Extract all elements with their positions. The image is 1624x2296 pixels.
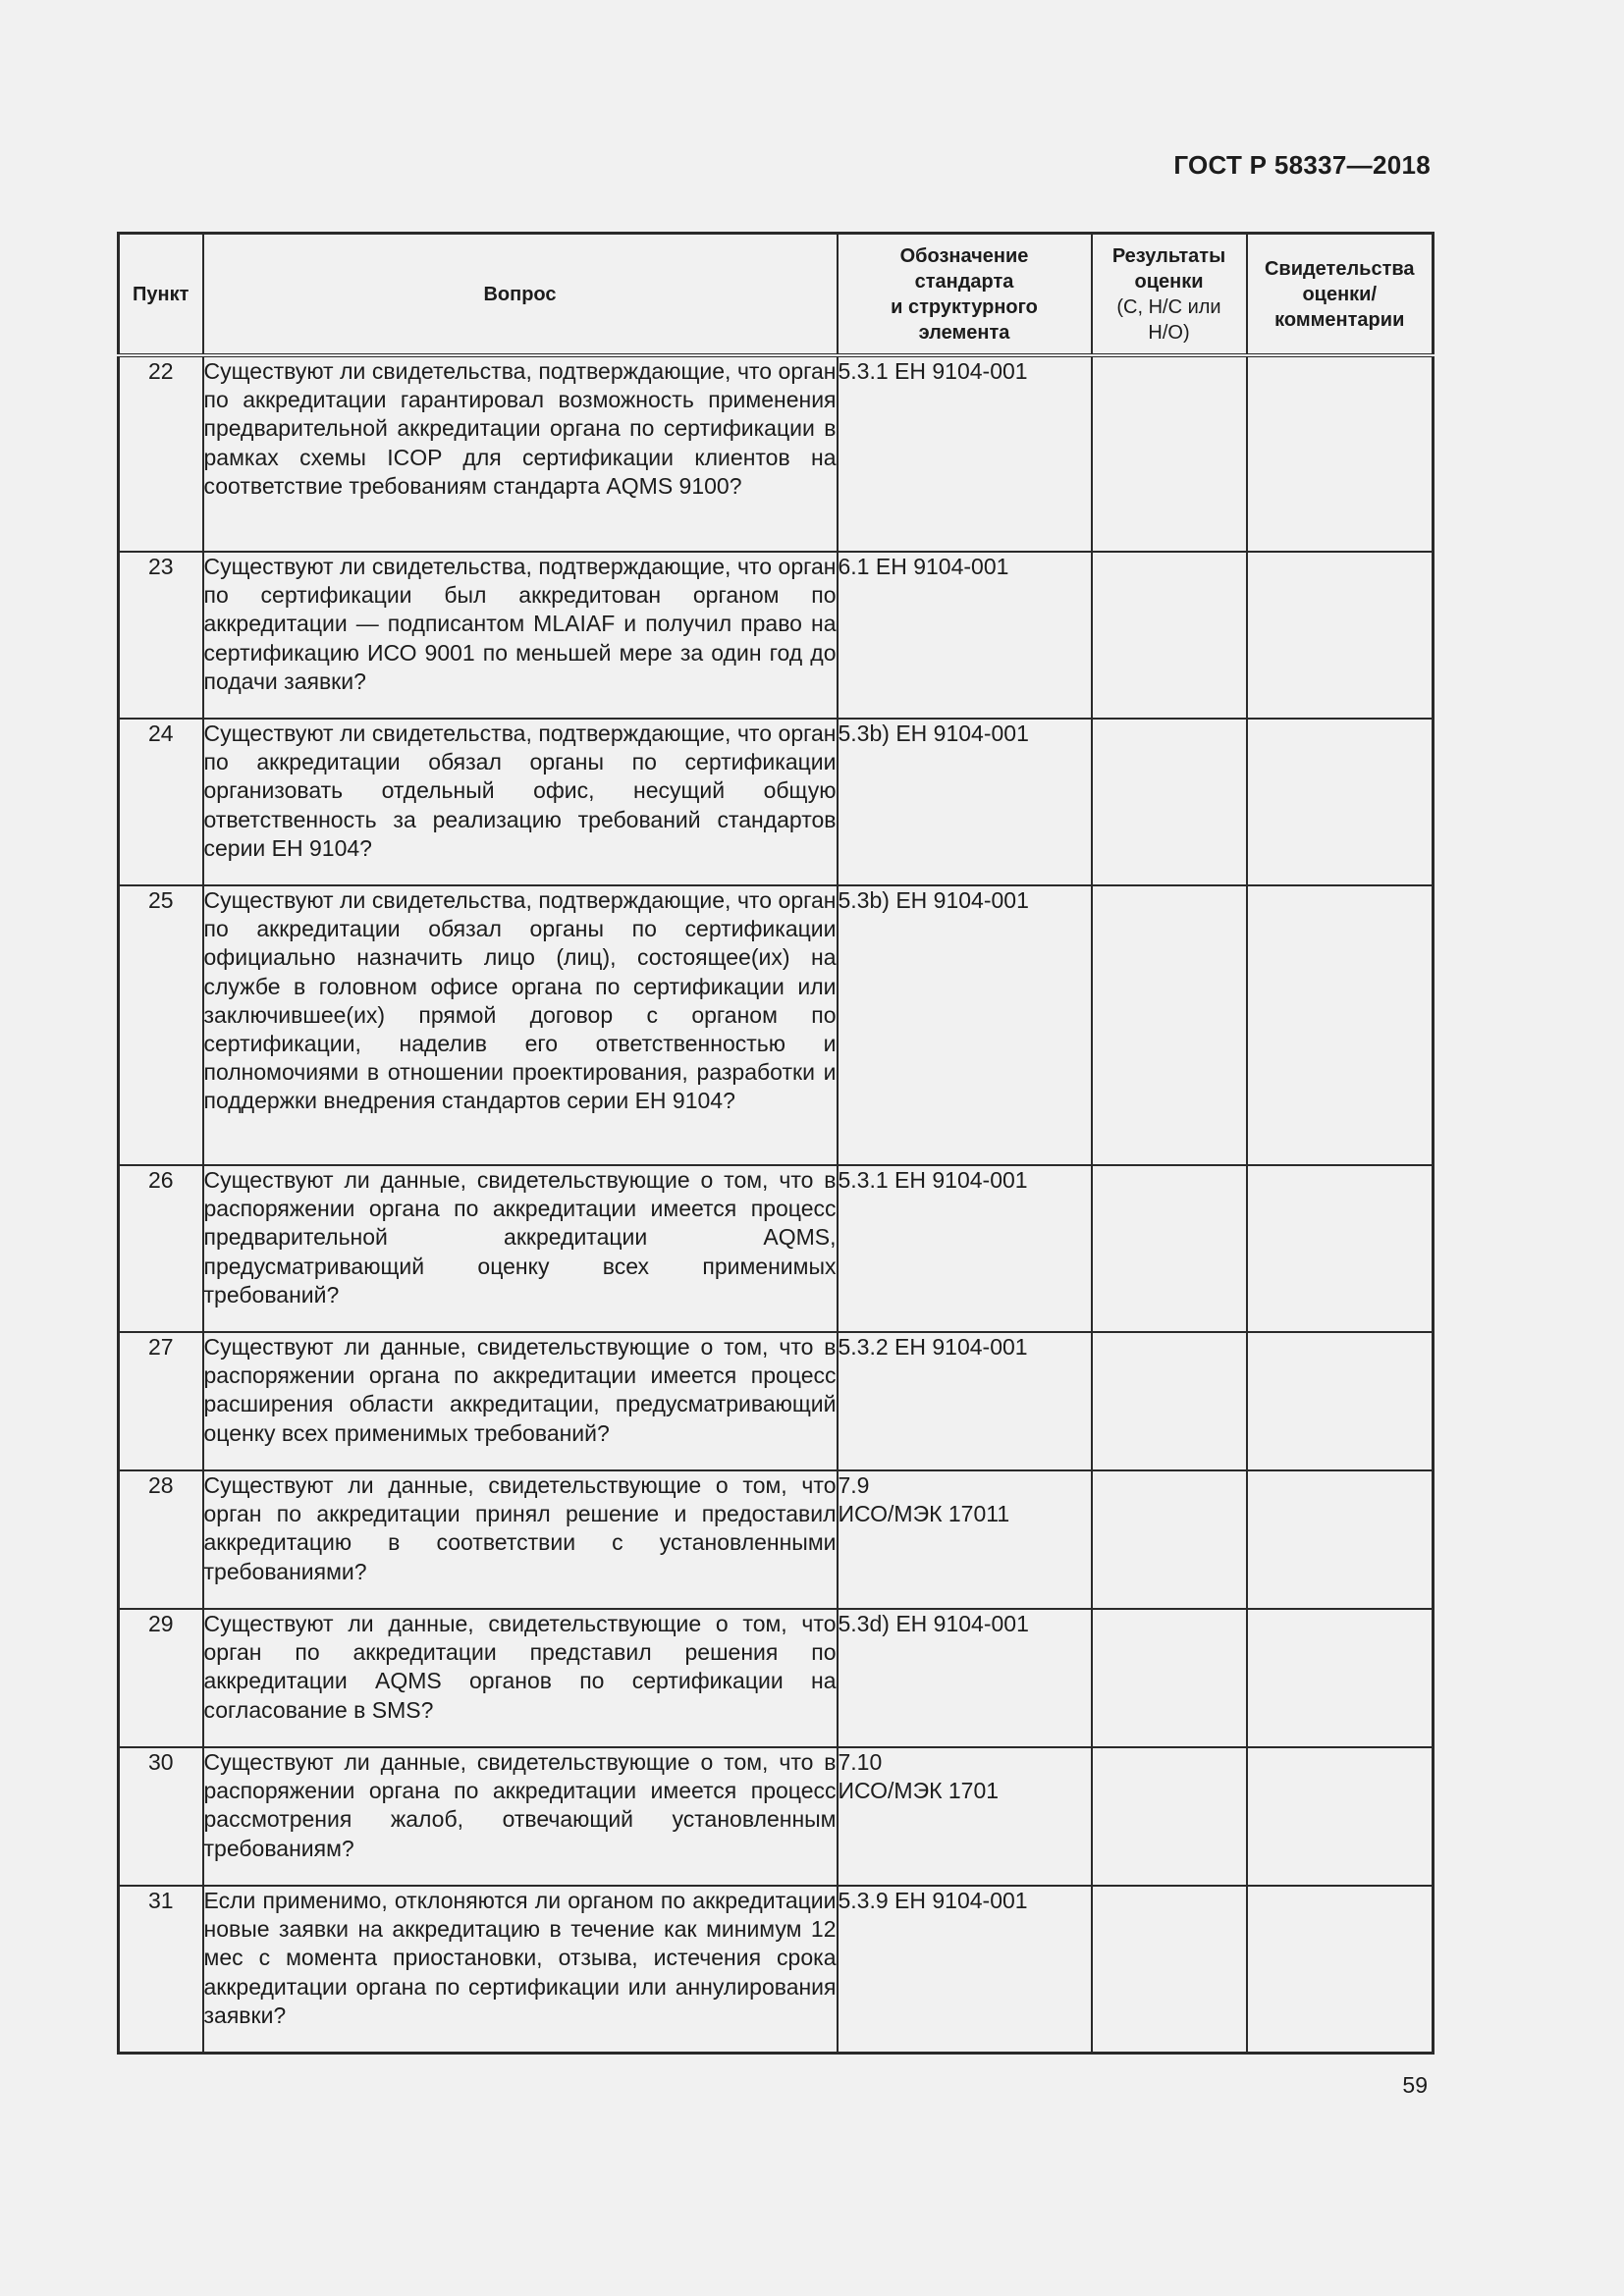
table-row [119,1470,1434,1609]
checklist-table [117,232,1435,2055]
column-header-question [203,234,838,356]
result-cell[interactable] [1092,355,1247,552]
item-number: 28 [119,1470,203,1609]
table-row [119,1332,1434,1470]
question-text: Существуют ли свидетельства, подтверждающие, что орган по аккредитации обязал органы по сертификации официально назначить лицо (лиц), состоящее(их) на службе в головном офисе органа по сертификации или заключившее(их) прямой договор с органом по сертификации, наделив его ответственностью и полномочиями в отношении проектирования, разработки и поддержки внедрения стандартов серии ЕН 9104? [203,885,838,1165]
evidence-cell[interactable] [1247,1886,1434,2053]
column-header-results-note: Н/О) [1148,321,1190,344]
table-row [119,1165,1434,1332]
table-row [119,1747,1434,1886]
table-row [119,1886,1434,2053]
question-text: Существуют ли свидетельства, подтверждающие, что орган по аккредитации гарантировал возможность применения предварительной аккредитации органа по сертификации в рамках схемы ICOP для сертификации клиентов на соответствие требованиям стандарта AQMS 9100? [203,355,838,552]
evidence-cell[interactable] [1247,355,1434,552]
table-row [119,719,1434,885]
column-header-designation [838,234,1092,356]
document-code: ГОСТ Р 58337—2018 [1173,150,1431,180]
question-text: Существуют ли данные, свидетельствующие о том, что в распоряжении органа по аккредитации имеется процесс расширения области аккредитации, предусматривающий оценку всех применимых требований? [203,1332,838,1470]
item-number: 24 [119,719,203,885]
page-number: 59 [1402,2072,1428,2098]
table-row [119,552,1434,719]
question-text: Существуют ли данные, свидетельствующие о том, что орган по аккредитации принял решение и предоставил аккредитацию в соответствии с установленными требованиями? [203,1470,838,1609]
evidence-cell[interactable] [1247,719,1434,885]
item-number: 22 [119,355,203,552]
evidence-cell[interactable] [1247,552,1434,719]
column-header-designation-line: элемента [918,321,1010,344]
column-header-designation-line: и структурного [891,295,1038,318]
standard-reference: 5.3.1 ЕН 9104-001 [838,355,1092,552]
item-number: 29 [119,1609,203,1747]
standard-reference: 5.3b) ЕН 9104-001 [838,885,1092,1165]
question-text: Если применимо, отклоняются ли органом по аккредитации новые заявки на аккредитацию в течение как минимум 12 мес с момента приостановки, отзыва, истечения срока аккредитации органа по сертификации или аннулирования заявки? [203,1886,838,2053]
item-number: 23 [119,552,203,719]
result-cell[interactable] [1092,1747,1247,1886]
standard-reference: 6.1 ЕН 9104-001 [838,552,1092,719]
result-cell[interactable] [1092,552,1247,719]
result-cell[interactable] [1092,719,1247,885]
item-number: 26 [119,1165,203,1332]
column-header-results [1092,234,1247,356]
result-cell[interactable] [1092,885,1247,1165]
table-row [119,355,1434,552]
item-number: 27 [119,1332,203,1470]
item-number: 25 [119,885,203,1165]
standard-reference: 5.3.1 ЕН 9104-001 [838,1165,1092,1332]
column-header-results-line: Результаты [1111,244,1226,267]
evidence-cell[interactable] [1247,1470,1434,1609]
column-header-evidence-line: оценки/ [1302,283,1378,305]
column-header-evidence-line: Свидетельства [1264,257,1415,280]
column-header-question-label: Вопрос [483,283,557,305]
standard-reference: 5.3.2 ЕН 9104-001 [838,1332,1092,1470]
column-header-num-label: Пункт [133,283,189,305]
evidence-cell[interactable] [1247,1609,1434,1747]
standard-reference: 7.9 ИСО/МЭК 17011 [838,1470,1092,1609]
column-header-evidence-line: комментарии [1274,308,1405,331]
column-header-results-note: (С, Н/С или [1116,295,1221,318]
table-row [119,885,1434,1165]
column-header-designation-line: стандарта [914,270,1014,293]
result-cell[interactable] [1092,1332,1247,1470]
question-text: Существуют ли данные, свидетельствующие о том, что в распоряжении органа по аккредитации имеется процесс предварительной аккредитации AQMS, предусматривающий оценку всех применимых требований? [203,1165,838,1332]
result-cell[interactable] [1092,1470,1247,1609]
table-row [119,1609,1434,1747]
column-header-results-line: оценки [1134,270,1204,293]
standard-reference: 5.3.9 ЕН 9104-001 [838,1886,1092,2053]
result-cell[interactable] [1092,1165,1247,1332]
question-text: Существуют ли данные, свидетельствующие о том, что орган по аккредитации представил решения по аккредитации AQMS органов по сертификации на согласование в SMS? [203,1609,838,1747]
result-cell[interactable] [1092,1609,1247,1747]
evidence-cell[interactable] [1247,885,1434,1165]
item-number: 31 [119,1886,203,2053]
column-header-designation-line: Обозначение [899,244,1029,267]
standard-reference: 7.10 ИСО/МЭК 1701 [838,1747,1092,1886]
evidence-cell[interactable] [1247,1332,1434,1470]
table-header-row [119,234,1434,356]
standard-reference: 5.3d) ЕН 9104-001 [838,1609,1092,1747]
standard-reference: 5.3b) ЕН 9104-001 [838,719,1092,885]
evidence-cell[interactable] [1247,1747,1434,1886]
evidence-cell[interactable] [1247,1165,1434,1332]
question-text: Существуют ли данные, свидетельствующие о том, что в распоряжении органа по аккредитации имеется процесс рассмотрения жалоб, отвечающий установленным требованиям? [203,1747,838,1886]
item-number: 30 [119,1747,203,1886]
question-text: Существуют ли свидетельства, подтверждающие, что орган по сертификации был аккредитован органом по аккредитации — подписантом MLAIAF и получил право на сертификацию ИСО 9001 по меньшей мере за один год до подачи заявки? [203,552,838,719]
column-header-num [119,234,203,356]
column-header-evidence [1247,234,1434,356]
result-cell[interactable] [1092,1886,1247,2053]
question-text: Существуют ли свидетельства, подтверждающие, что орган по аккредитации обязал органы по сертификации организовать отдельный офис, несущий общую ответственность за реализацию требований стандартов серии ЕН 9104? [203,719,838,885]
